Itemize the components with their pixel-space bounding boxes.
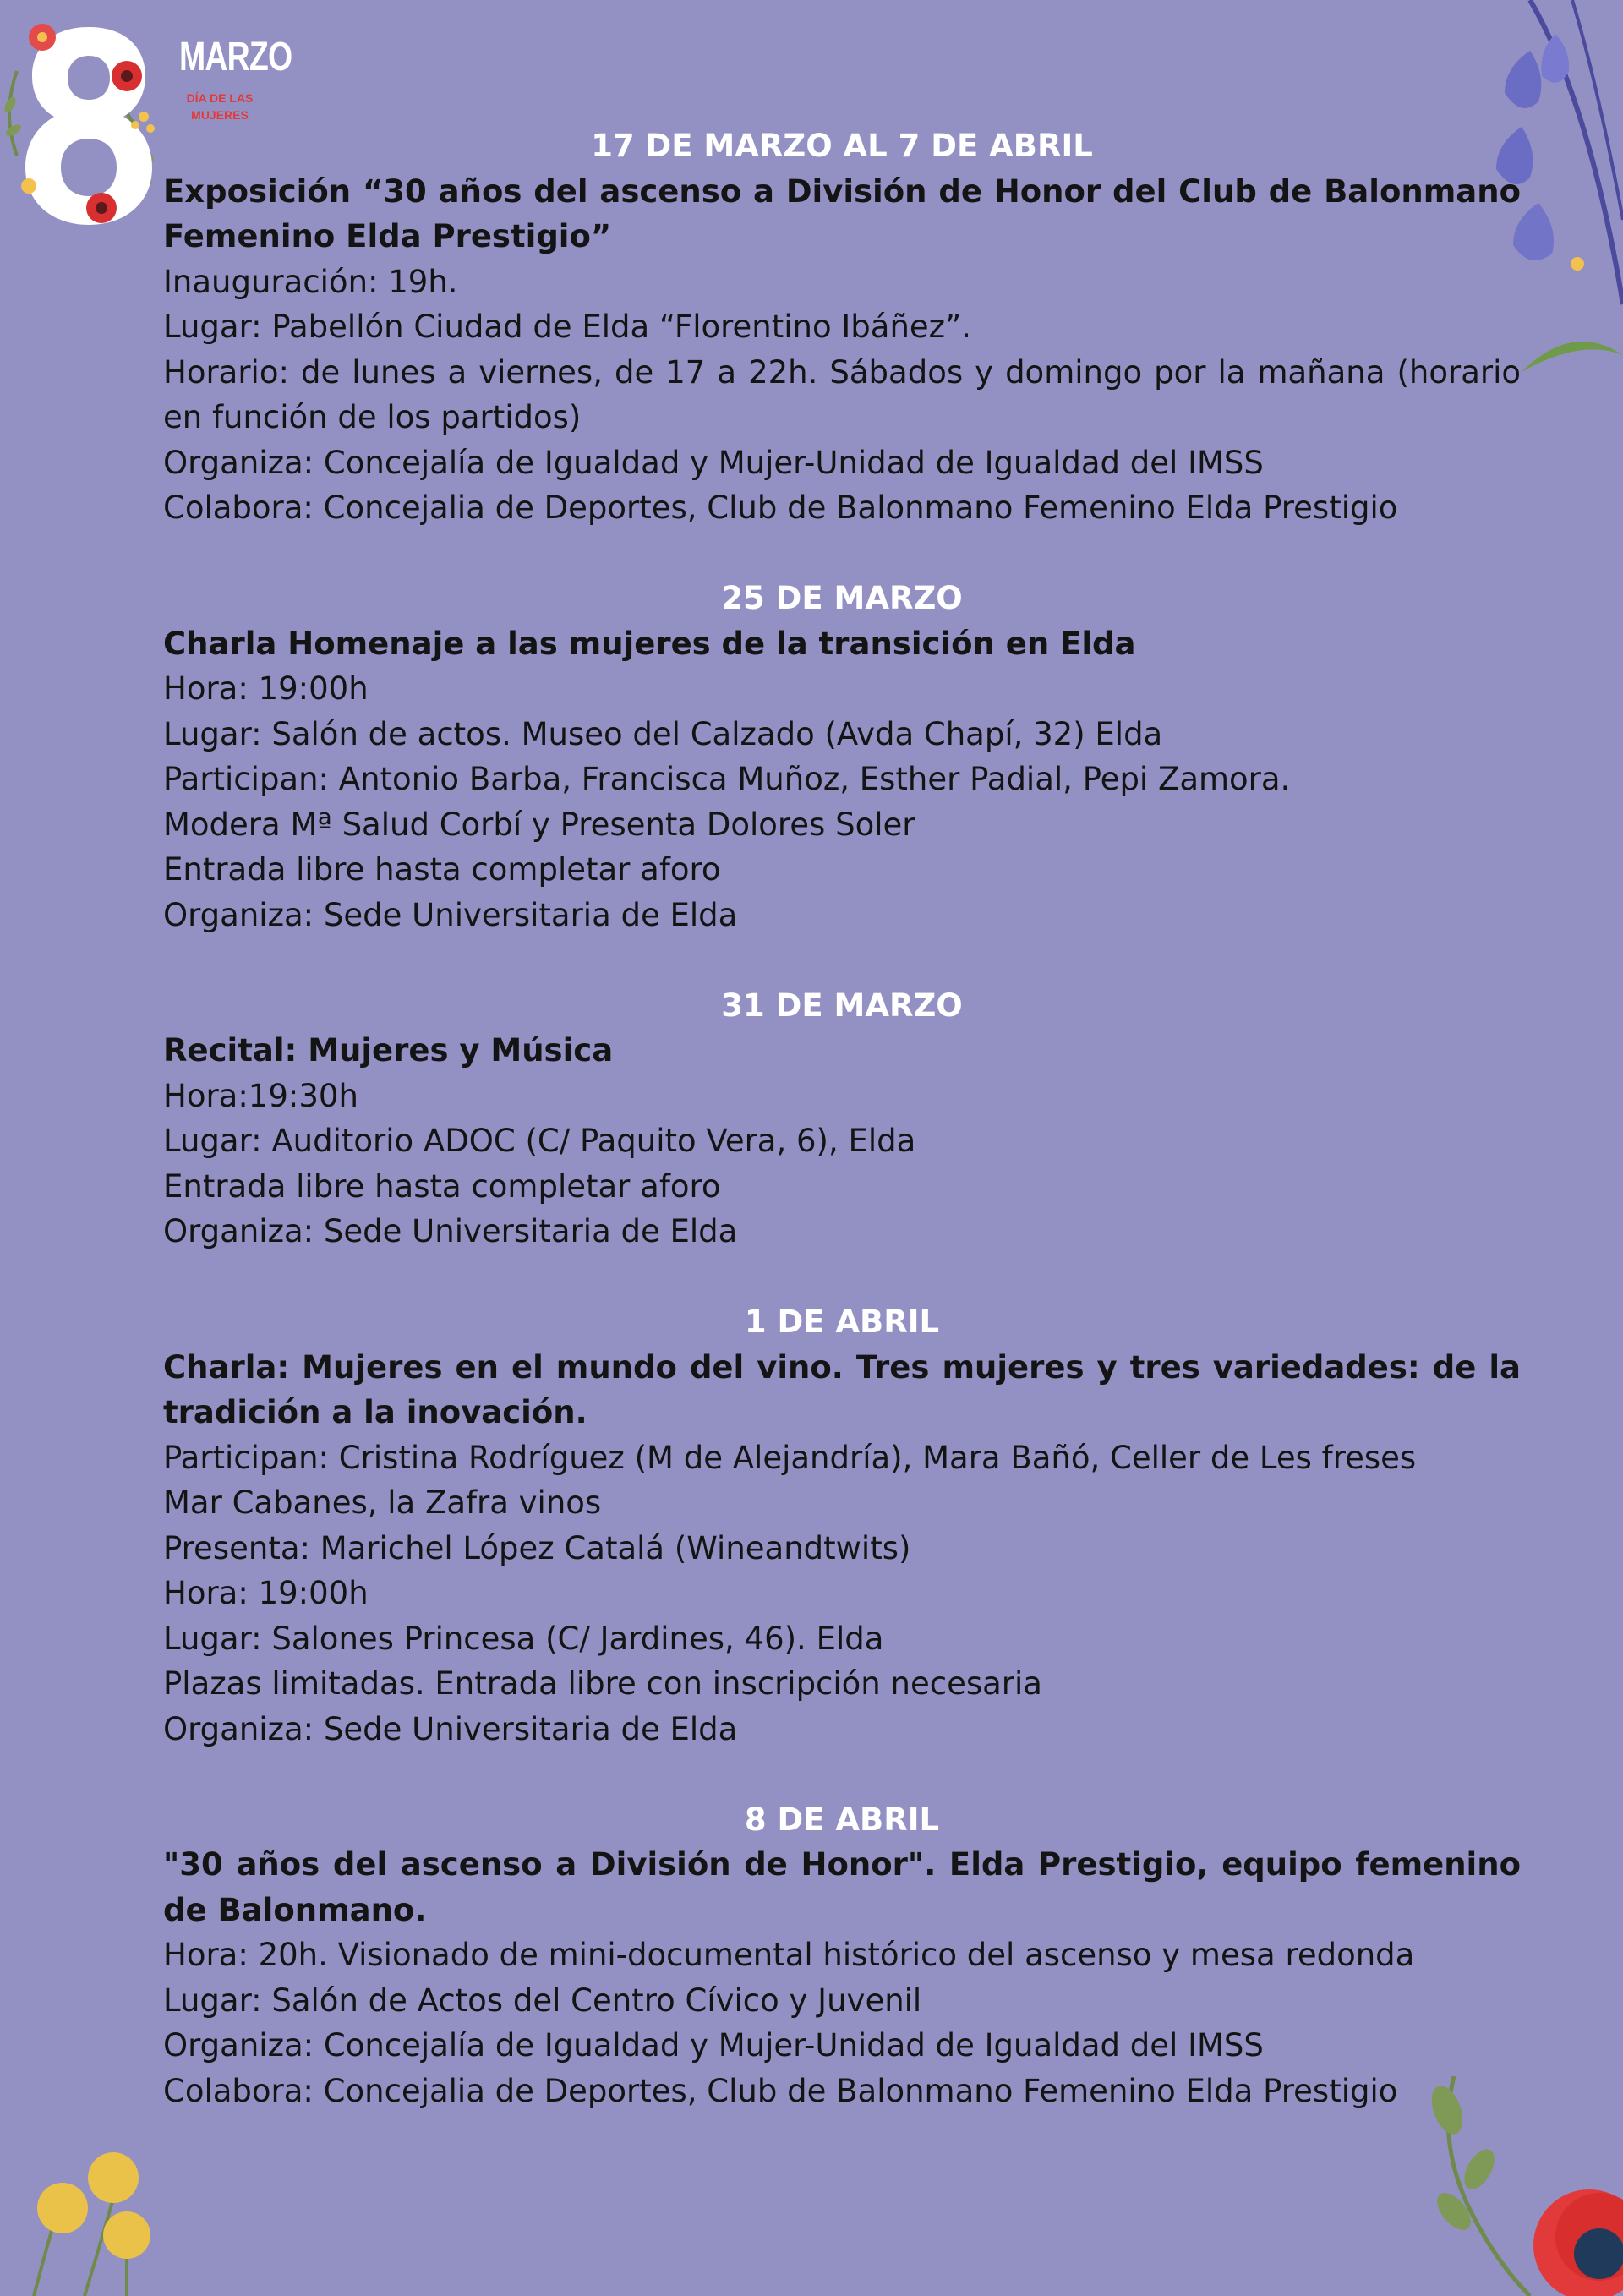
events-list <box>163 123 1521 2159</box>
number-eight-flower-icon <box>0 12 169 232</box>
event-detail: Lugar: Pabellón Ciudad de Elda “Florentino Ibáñez”. <box>163 309 972 345</box>
event-detail: Entrada libre hasta completar aforo <box>163 851 721 888</box>
event-date: 8 DE ABRIL <box>744 1801 940 1838</box>
event-date: 25 DE MARZO <box>721 580 963 616</box>
event-detail: Presenta: Marichel López Catalá (Wineandtwits) <box>163 1529 911 1566</box>
event-title: Charla Homenaje a las mujeres de la transición en Elda <box>163 625 1136 662</box>
event-detail: Modera Mª Salud Corbí y Presenta Dolores Soler <box>163 806 915 843</box>
event-5 <box>163 1797 1521 2114</box>
event-detail: Hora:19:30h <box>163 1077 358 1114</box>
event-detail: Mar Cabanes, la Zafra vinos <box>163 1484 602 1521</box>
event-detail: Colabora: Concejalia de Deportes, Club de Balonmano Femenino Elda Prestigio <box>163 489 1398 526</box>
event-3 <box>163 983 1521 1255</box>
event-detail: Plazas limitadas. Entrada libre con inscripción necesaria <box>163 1665 1042 1702</box>
event-detail: Participan: Cristina Rodríguez (M de Alejandría), Mara Bañó, Celler de Les freses <box>163 1439 1417 1476</box>
logo-month: MARZO <box>179 35 292 79</box>
event-detail: Hora: 19:00h <box>163 670 369 707</box>
event-4 <box>163 1299 1521 1752</box>
event-detail: Lugar: Salones Princesa (C/ Jardines, 46). Elda <box>163 1620 884 1657</box>
event-detail: Lugar: Auditorio ADOC (C/ Paquito Vera, 6), Elda <box>163 1123 916 1159</box>
event-detail: Hora: 19:00h <box>163 1575 369 1611</box>
logo-subtitle: DÍA DE LAS MUJERES <box>186 91 254 122</box>
event-detail: Hora: 20h. Visionado de mini-documental histórico del ascenso y mesa redonda <box>163 1937 1415 1973</box>
event-date: 1 DE ABRIL <box>744 1304 940 1340</box>
event-detail: Entrada libre hasta completar aforo <box>163 1167 721 1205</box>
event-detail: Colabora: Concejalia de Deportes, Club de Balonmano Femenino Elda Prestigio <box>163 2072 1398 2109</box>
event-detail: Organiza: Concejalía de Igualdad y Mujer-Unidad de Igualdad del IMSS <box>163 2027 1264 2064</box>
event-detail: Organiza: Concejalía de Igualdad y Mujer-Unidad de Igualdad del IMSS <box>163 444 1264 481</box>
event-detail: Lugar: Salón de actos. Museo del Calzado (Avda Chapí, 32) Elda <box>163 715 1163 752</box>
event-date: 31 DE MARZO <box>721 987 963 1024</box>
event-detail: Lugar: Salón de Actos del Centro Cívico y Juvenil <box>163 1982 922 2019</box>
event-2 <box>163 576 1521 938</box>
event-date: 17 DE MARZO AL 7 DE ABRIL <box>591 128 1093 164</box>
event-detail: Organiza: Sede Universitaria de Elda <box>163 896 738 933</box>
event-title: Recital: Mujeres y Música <box>163 1032 614 1069</box>
event-title: "30 años del ascenso a División de Honor". Elda Prestigio, equipo femenino de Balonmano. <box>163 1846 1521 1928</box>
event-title: Exposición “30 años del ascenso a División de Honor del Club de Balonmano Femenino Elda Prestigio” <box>163 172 1521 254</box>
event-detail: Inauguración: 19h. <box>163 263 458 300</box>
event-detail: Participan: Antonio Barba, Francisca Muñoz, Esther Padial, Pepi Zamora. <box>163 761 1291 797</box>
event-title: Charla: Mujeres en el mundo del vino. Tres mujeres y tres variedades: de la tradición a la inovación. <box>163 1348 1521 1430</box>
event-detail: Organiza: Sede Universitaria de Elda <box>163 1710 738 1747</box>
event-detail: Horario: de lunes a viernes, de 17 a 22h. Sábados y domingo por la mañana (horario en función de los partidos) <box>163 353 1521 435</box>
event-1 <box>163 123 1521 531</box>
event-detail: Organiza: Sede Universitaria de Elda <box>163 1213 738 1249</box>
yellow-flowers-decoration-icon <box>0 2147 169 2296</box>
